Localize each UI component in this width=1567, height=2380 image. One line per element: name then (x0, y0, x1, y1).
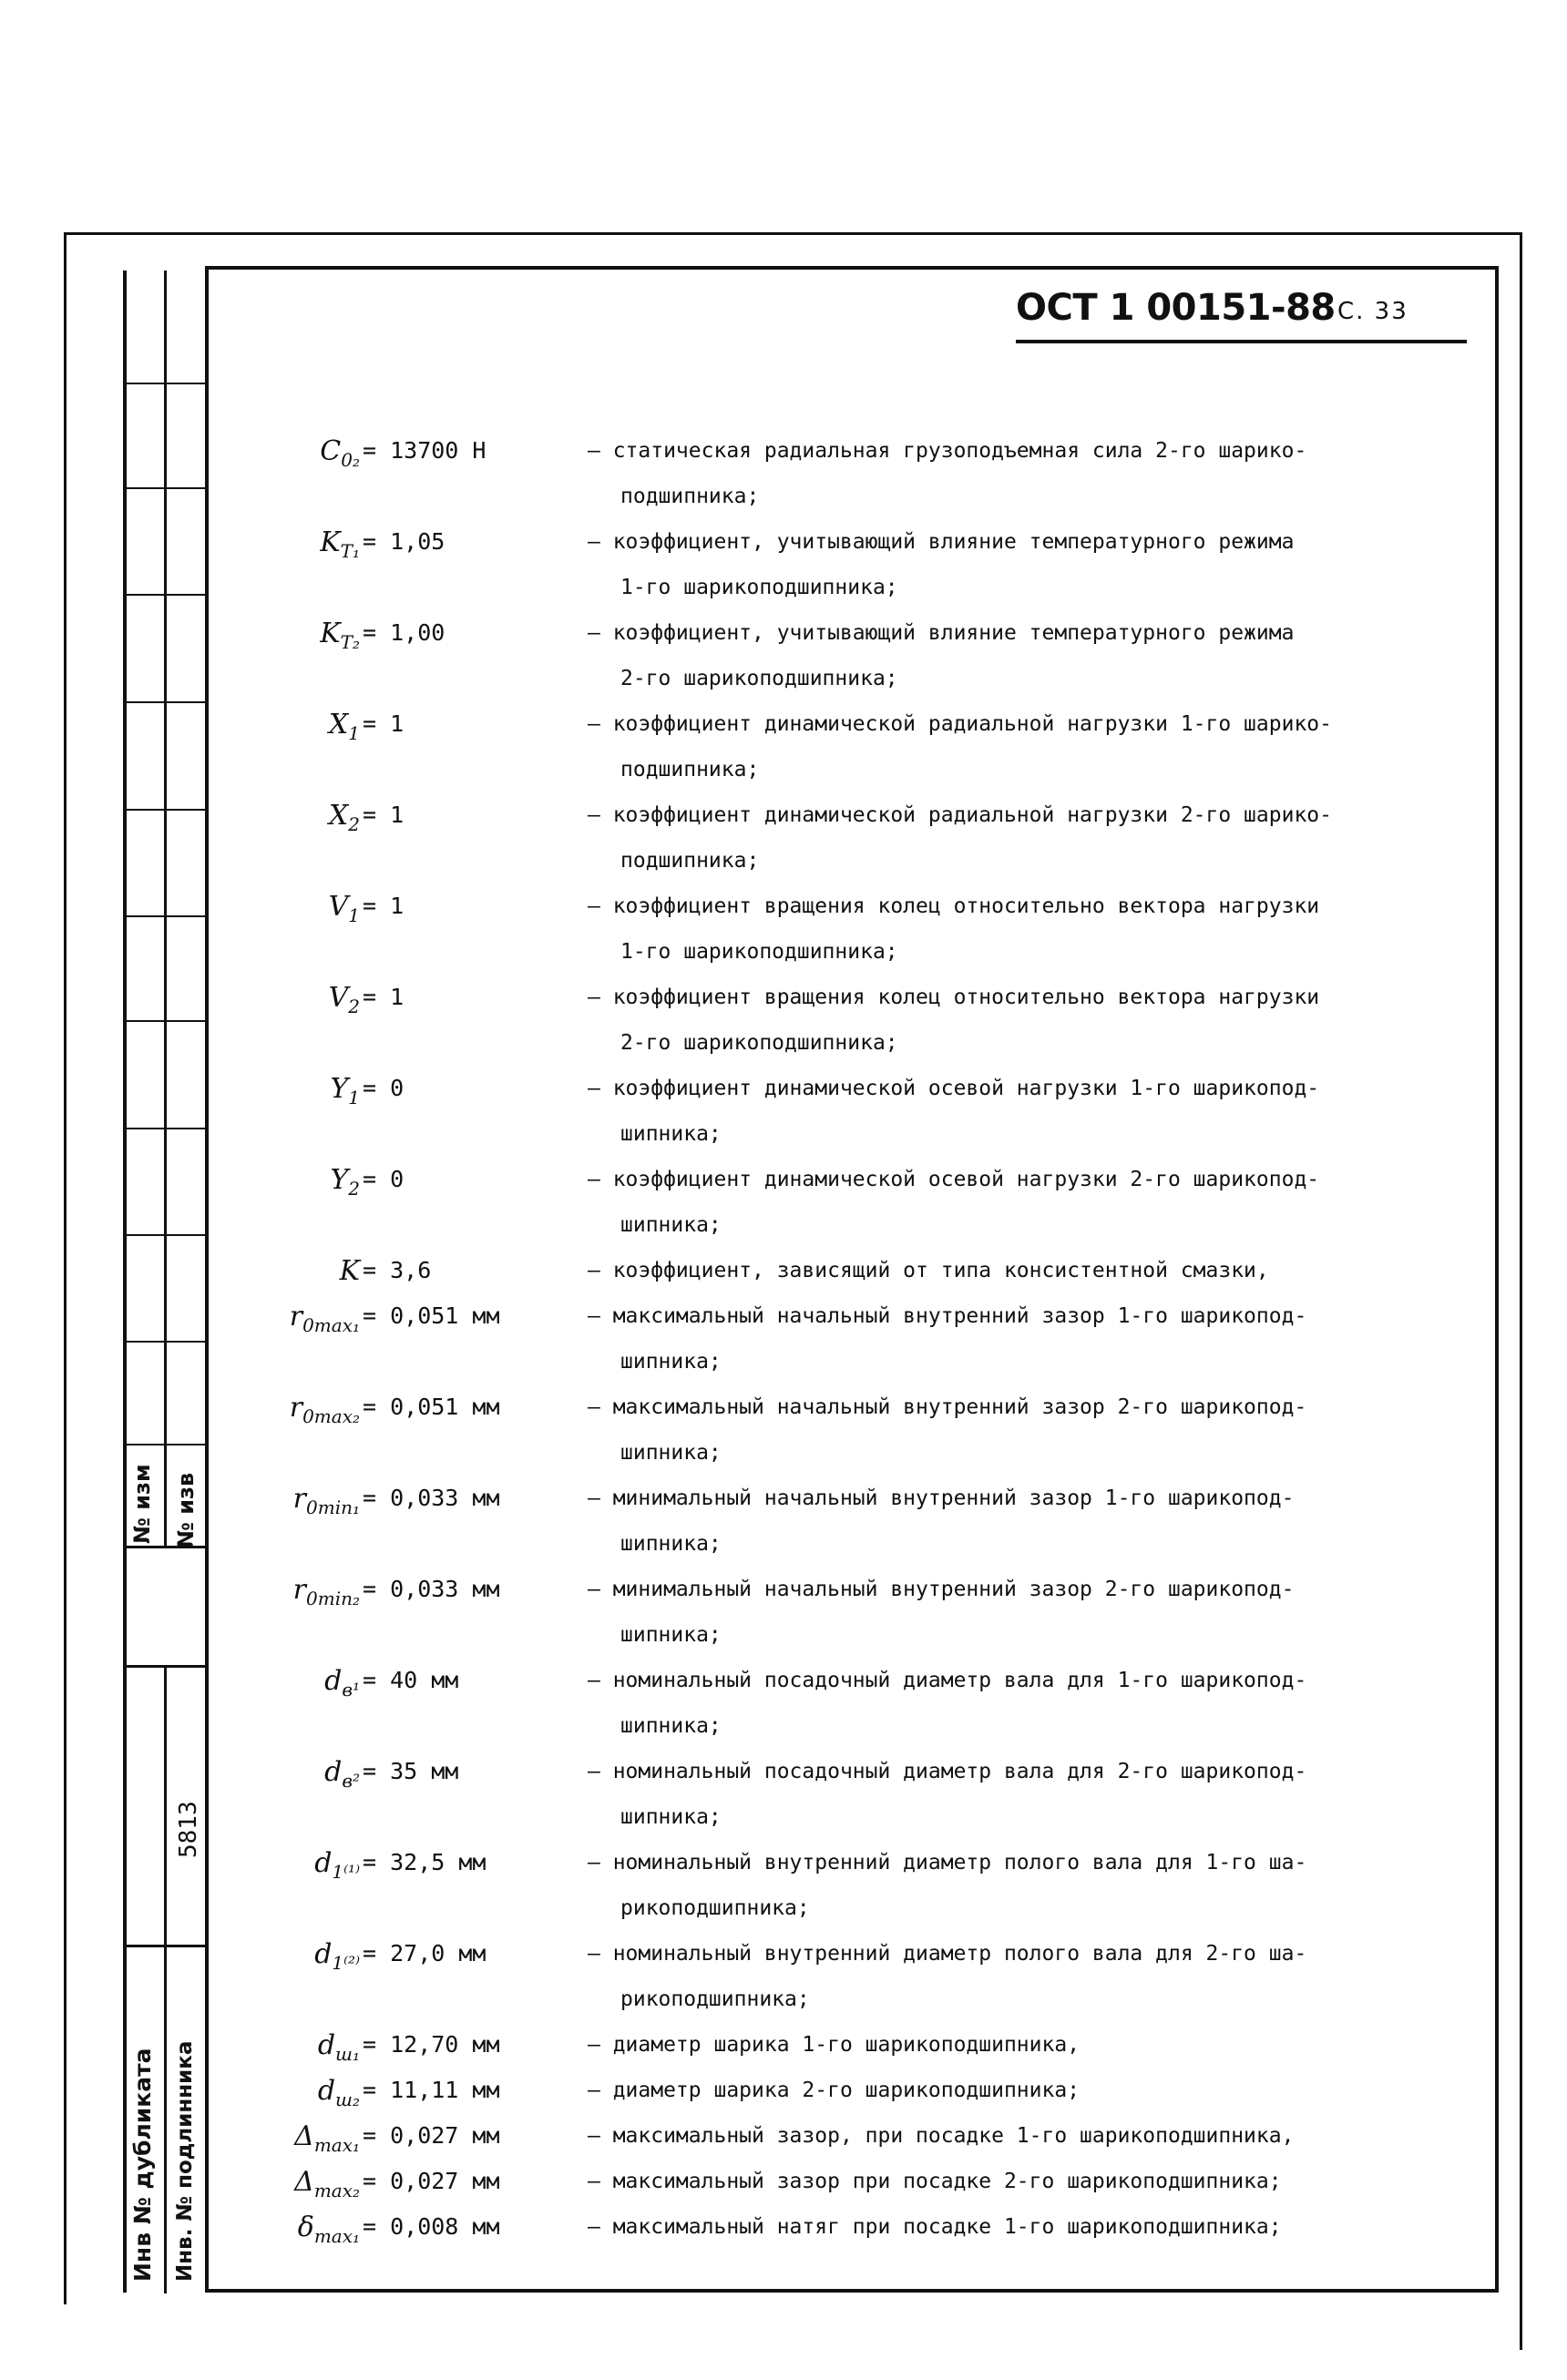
original-inventory-label: Инв. № подлинника (173, 2040, 197, 2282)
parameter-value: = 1 (363, 893, 405, 919)
parameter-description (588, 610, 1426, 701)
parameter-value: = 0,051 мм (363, 1394, 500, 1420)
description-line: – минимальный начальный внутренний зазор 1-го шарикопод- (588, 1486, 1295, 1510)
description-line: – диаметр шарика 2-го шарикоподшипника; (588, 2079, 1081, 2102)
outer-border-top (64, 232, 1521, 235)
parameter-symbol (260, 1164, 360, 1200)
symbol-base: r (289, 1301, 303, 1333)
symbol-subscript: 0₂ (341, 449, 360, 471)
symbol-base: Y (330, 1164, 349, 1196)
parameter-row (0, 884, 1567, 964)
parameter-value: = 1,05 (363, 528, 446, 555)
parameter-symbol (260, 1665, 360, 1701)
parameter-description (588, 975, 1426, 1066)
description-line: – коэффициент, учитывающий влияние температурного режима (588, 530, 1295, 554)
symbol-base: δ (297, 2211, 314, 2243)
parameter-symbol (260, 526, 360, 562)
parameter-row (0, 610, 1567, 690)
parameter-row (0, 1476, 1567, 1556)
parameter-description (588, 428, 1426, 519)
description-line: – коэффициент динамической радиальной нагрузки 1-го шарико- (588, 712, 1332, 736)
symbol-subscript: 1⁽²⁾ (332, 1952, 360, 1974)
symbol-subscript: ш₁ (335, 2043, 360, 2065)
description-line: – номинальный посадочный диаметр вала для 2-го шарикопод- (588, 1760, 1307, 1783)
parameter-symbol (260, 435, 360, 471)
strip-cell-rule (123, 594, 207, 596)
description-line: – максимальный зазор при посадке 2-го шарикоподшипника; (588, 2170, 1282, 2193)
parameter-row (0, 519, 1567, 599)
parameter-row (0, 975, 1567, 1055)
description-line: рикоподшипника; (620, 1896, 810, 1920)
symbol-base: X (328, 800, 349, 832)
description-line: 2-го шарикоподшипника; (620, 667, 898, 690)
parameter-row (0, 1840, 1567, 1920)
strip-cell-rule (123, 1444, 207, 1445)
parameter-value: = 0,027 мм (363, 2168, 500, 2194)
parameter-value: = 0,051 мм (363, 1302, 500, 1329)
parameter-symbol (260, 2166, 360, 2201)
parameter-value: = 3,6 (363, 1257, 432, 1283)
parameter-description (588, 1749, 1426, 1840)
symbol-base: d (324, 1665, 343, 1697)
page-number: С. 33 (1337, 298, 1408, 325)
symbol-base: K (339, 1255, 360, 1287)
symbol-subscript: ш₂ (335, 2089, 360, 2110)
symbol-subscript: 2 (348, 996, 360, 1017)
description-line: – коэффициент динамической осевой нагрузки 1-го шарикопод- (588, 1077, 1320, 1100)
parameter-symbol (260, 618, 360, 653)
parameter-row (0, 2204, 1567, 2259)
parameter-description (588, 1384, 1426, 1476)
symbol-base: Δ (294, 2166, 314, 2198)
parameter-symbol (260, 891, 360, 926)
parameter-row (0, 1157, 1567, 1237)
description-line: подшипника; (620, 758, 760, 781)
symbol-subscript: 2 (348, 1178, 360, 1200)
parameter-row (0, 1293, 1567, 1374)
description-line: – минимальный начальный внутренний зазор 2-го шарикопод- (588, 1578, 1295, 1601)
description-line: шипника; (620, 1805, 722, 1829)
symbol-subscript: max₂ (313, 2180, 360, 2201)
description-line: – коэффициент динамической радиальной нагрузки 2-го шарико- (588, 803, 1332, 827)
parameter-value: = 11,11 мм (363, 2077, 500, 2103)
description-line: – максимальный начальный внутренний зазор 2-го шарикопод- (588, 1395, 1307, 1419)
original-inventory-number: 5813 (175, 1801, 202, 1858)
description-line: – номинальный внутренний диаметр полого вала для 1-го ша- (588, 1851, 1307, 1874)
parameter-value: = 1,00 (363, 619, 446, 646)
parameter-row (0, 1384, 1567, 1465)
parameter-description (588, 519, 1426, 610)
symbol-base: d (324, 1756, 343, 1788)
symbol-subscript: 0min₂ (306, 1588, 360, 1609)
symbol-base: V (328, 982, 349, 1014)
parameter-description (588, 2159, 1426, 2204)
description-line: шипника; (620, 1350, 722, 1374)
symbol-base: K (320, 618, 341, 649)
description-line: шипника; (620, 1532, 722, 1556)
strip-cell-rule (123, 1128, 207, 1129)
symbol-base: d (317, 2029, 336, 2061)
symbol-subscript: 0min₁ (306, 1496, 360, 1518)
symbol-base: Y (330, 1073, 349, 1105)
symbol-subscript: 0max₁ (302, 1314, 360, 1336)
symbol-subscript: 1 (348, 904, 360, 926)
description-line: – коэффициент вращения колец относительно вектора нагрузки (588, 894, 1320, 918)
description-line: – коэффициент, зависящий от типа консистентной смазки, (588, 1259, 1269, 1282)
parameter-description (588, 2204, 1426, 2250)
parameter-symbol (260, 2211, 360, 2247)
parameter-description (588, 1931, 1426, 2022)
symbol-base: d (314, 1938, 333, 1970)
parameter-symbol (260, 2075, 360, 2110)
document-code: ОСТ 1 00151-88 (1016, 287, 1336, 329)
parameter-row (0, 1567, 1567, 1647)
description-line: 1-го шарикоподшипника; (620, 940, 898, 964)
parameter-description (588, 884, 1426, 975)
parameter-description (588, 1658, 1426, 1749)
parameter-description (588, 1476, 1426, 1567)
parameter-value: = 0 (363, 1166, 405, 1192)
parameter-row (0, 1066, 1567, 1146)
description-line: – коэффициент, учитывающий влияние температурного режима (588, 621, 1295, 645)
parameter-value: = 12,70 мм (363, 2031, 500, 2058)
parameter-value: = 40 мм (363, 1667, 459, 1693)
symbol-subscript: 1 (348, 722, 360, 744)
symbol-base: r (292, 1574, 307, 1606)
description-line: подшипника; (620, 485, 760, 508)
symbol-base: r (292, 1483, 307, 1515)
parameter-value: = 1 (363, 802, 405, 828)
symbol-subscript: T₂ (340, 631, 360, 653)
symbol-subscript: 0max₂ (302, 1405, 360, 1427)
symbol-subscript: max₁ (313, 2134, 360, 2156)
parameter-row (0, 792, 1567, 873)
parameter-value: = 1 (363, 710, 405, 737)
parameter-value: = 27,0 мм (363, 1940, 486, 1966)
parameter-symbol (260, 1574, 360, 1609)
parameter-value: = 0,033 мм (363, 1576, 500, 1602)
parameter-value: = 0,027 мм (363, 2122, 500, 2149)
parameter-description (588, 1840, 1426, 1931)
parameter-symbol (260, 2120, 360, 2156)
description-line: шипника; (620, 1122, 722, 1146)
description-line: – максимальный зазор, при посадке 1-го шарикоподшипника, (588, 2124, 1295, 2148)
parameter-description (588, 1248, 1426, 1293)
parameter-row (0, 1658, 1567, 1738)
parameter-row (0, 1931, 1567, 2011)
parameter-symbol (260, 1255, 360, 1287)
description-line: – максимальный начальный внутренний зазор 1-го шарикопод- (588, 1304, 1307, 1328)
parameter-value: = 13700 Н (363, 437, 486, 464)
symbol-base: X (328, 709, 349, 741)
symbol-subscript: 2 (348, 813, 360, 835)
description-line: 1-го шарикоподшипника; (620, 576, 898, 599)
parameter-symbol (260, 1938, 360, 1974)
parameter-value: = 32,5 мм (363, 1849, 486, 1875)
symbol-base: K (320, 526, 341, 558)
description-line: шипника; (620, 1213, 722, 1237)
parameter-symbol (260, 1847, 360, 1883)
parameter-symbol (260, 709, 360, 744)
symbol-subscript: в² (342, 1770, 360, 1792)
symbol-base: C (320, 435, 342, 467)
parameter-symbol (260, 2029, 360, 2065)
description-line: – номинальный посадочный диаметр вала для 1-го шарикопод- (588, 1669, 1307, 1692)
parameter-value: = 35 мм (363, 1758, 459, 1784)
description-line: подшипника; (620, 849, 760, 873)
description-line: шипника; (620, 1714, 722, 1738)
parameter-symbol (260, 1483, 360, 1518)
symbol-subscript: в¹ (342, 1679, 360, 1701)
description-line: – номинальный внутренний диаметр полого вала для 2-го ша- (588, 1942, 1307, 1966)
parameter-symbol (260, 1073, 360, 1108)
description-line: – коэффициент динамической осевой нагрузки 2-го шарикопод- (588, 1168, 1320, 1191)
parameter-symbol (260, 1301, 360, 1336)
parameter-value: = 0,033 мм (363, 1485, 500, 1511)
symbol-subscript: T₁ (340, 540, 360, 562)
description-line: шипника; (620, 1623, 722, 1647)
izm-label: № изм (129, 1464, 155, 1544)
description-line: – максимальный натяг при посадке 1-го шарикоподшипника; (588, 2215, 1282, 2239)
duplicate-inventory-label: Инв № дубликата (129, 2048, 156, 2282)
parameter-value: = 1 (363, 984, 405, 1010)
parameter-value: = 0,008 мм (363, 2213, 500, 2240)
parameter-description (588, 1066, 1426, 1157)
parameter-description (588, 701, 1426, 792)
symbol-base: r (289, 1392, 303, 1424)
parameter-description (588, 792, 1426, 884)
page-header (1016, 287, 1467, 343)
parameter-symbol (260, 1392, 360, 1427)
strip-cell-rule (123, 383, 207, 384)
parameter-description (588, 2068, 1426, 2113)
symbol-subscript: 1⁽¹⁾ (332, 1861, 360, 1883)
symbol-base: V (328, 891, 349, 923)
symbol-base: d (314, 1847, 333, 1879)
izv-label: № изв (173, 1472, 199, 1548)
symbol-base: d (317, 2075, 336, 2107)
description-line: шипника; (620, 1441, 722, 1465)
description-line: – коэффициент вращения колец относительно вектора нагрузки (588, 986, 1320, 1009)
parameter-symbol (260, 1756, 360, 1792)
parameter-value: = 0 (363, 1075, 405, 1101)
symbol-base: Δ (294, 2120, 314, 2152)
parameter-row (0, 701, 1567, 781)
strip-cell-rule (123, 487, 207, 489)
parameter-description (588, 1567, 1426, 1658)
description-line: – диаметр шарика 1-го шарикоподшипника, (588, 2033, 1081, 2057)
parameter-row (0, 428, 1567, 508)
parameter-symbol (260, 800, 360, 835)
description-line: – статическая радиальная грузоподъемная сила 2-го шарико- (588, 439, 1307, 463)
parameter-description (588, 1157, 1426, 1248)
symbol-subscript: 1 (348, 1087, 360, 1108)
description-line: 2-го шарикоподшипника; (620, 1031, 898, 1055)
parameter-symbol (260, 982, 360, 1017)
description-line: рикоподшипника; (620, 1987, 810, 2011)
parameter-description (588, 2113, 1426, 2159)
parameter-row (0, 1749, 1567, 1829)
parameter-description (588, 2022, 1426, 2068)
parameter-description (588, 1293, 1426, 1384)
strip-cell-rule (123, 1234, 207, 1236)
symbol-subscript: max₁ (313, 2225, 360, 2247)
